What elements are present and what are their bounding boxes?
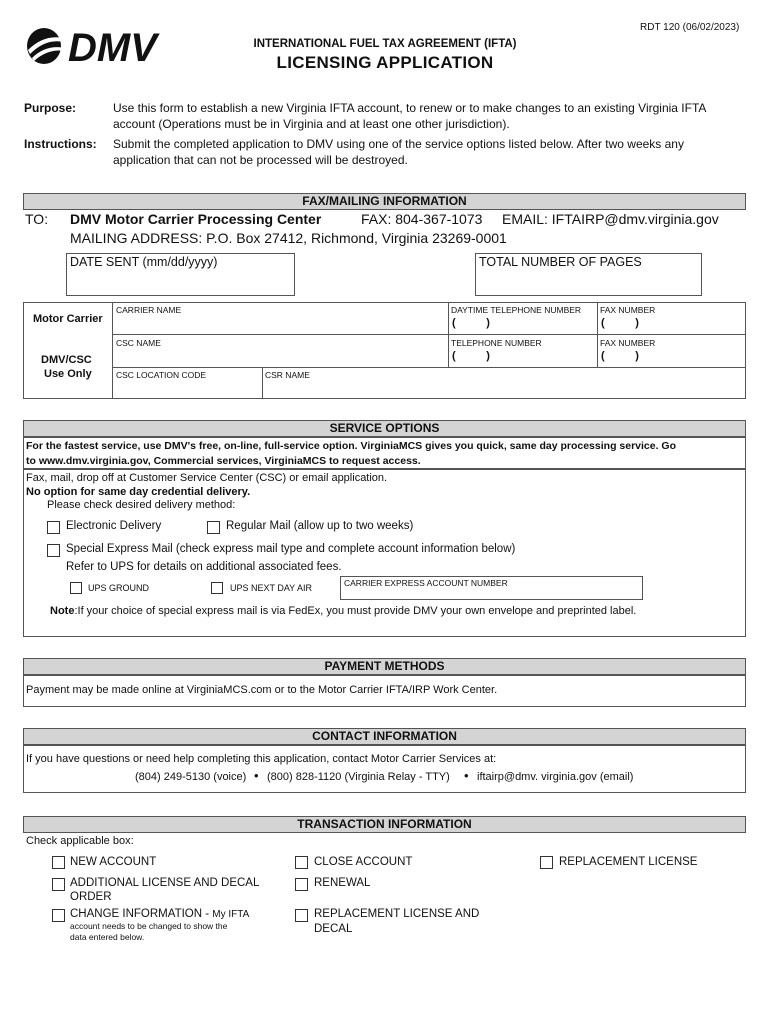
dmv-csc-label: DMV/CSC [41,354,92,366]
email-text: EMAIL: IFTAIRP@dmv.virginia.gov [502,211,719,227]
refer-ups-text: Refer to UPS for details on additional associated fees. [66,561,342,573]
renewal-checkbox[interactable] [295,878,308,891]
mailing-address: MAILING ADDRESS: P.O. Box 27412, Richmond, Virginia 23269-0001 [70,230,507,246]
electronic-delivery-label: Electronic Delivery [66,520,162,532]
change-information-note-1: account needs to be changed to show the [70,921,228,931]
instructions-line-1: Submit the completed application to DMV using one of the service options listed below. After two weeks any [113,137,684,151]
fast-service-line-2: to www.dmv.virginia.gov, Commercial services, VirginiaMCS to request access. [26,455,421,467]
change-information-main: CHANGE INFORMATION - [70,908,213,920]
carrier-name-input[interactable] [113,316,447,333]
processing-center-name: DMV Motor Carrier Processing Center [70,211,322,227]
daytime-phone-label: DAYTIME TELEPHONE NUMBER [451,305,582,315]
contact-information-heading: CONTACT INFORMATION [23,728,746,745]
additional-license-checkbox[interactable] [52,878,65,891]
csr-name-input[interactable] [263,381,745,398]
fax-number-text: FAX: 804-367-1073 [361,211,483,227]
date-sent-label: DATE SENT (mm/dd/yyyy) [70,255,218,269]
transaction-information-heading: TRANSACTION INFORMATION [23,816,746,833]
service-options-heading: SERVICE OPTIONS [23,420,746,437]
telephone-input[interactable]: ( ) [452,350,490,362]
fax-mail-text: Fax, mail, drop off at Customer Service Center (CSC) or email application. [26,472,388,484]
regular-mail-label: Regular Mail (allow up to two weeks) [226,520,414,532]
electronic-delivery-checkbox[interactable] [47,521,60,534]
payment-methods-heading: PAYMENT METHODS [23,658,746,675]
date-sent-field[interactable] [66,253,295,296]
change-information-small: My IFTA [212,909,250,920]
contact-voice: (804) 249-5130 (voice) [135,771,247,783]
fax-number-input[interactable]: ( ) [601,317,639,329]
fax-number-label: FAX NUMBER [600,305,656,315]
use-only-label: Use Only [44,368,92,380]
instructions-label: Instructions: [24,137,97,151]
regular-mail-checkbox[interactable] [207,521,220,534]
replacement-license-decal-label-2: DECAL [314,923,353,935]
new-account-label: NEW ACCOUNT [70,856,157,868]
renewal-label: RENEWAL [314,877,371,889]
contact-relay: (800) 828-1120 (Virginia Relay - TTY) [267,771,450,783]
csc-name-label: CSC NAME [116,338,161,348]
note-label: Note [50,605,75,617]
form-sup-title: INTERNATIONAL FUEL TAX AGREEMENT (IFTA) [253,38,517,50]
change-information-checkbox[interactable] [52,909,65,922]
csc-name-input[interactable] [113,348,447,366]
csc-location-code-input[interactable] [113,381,261,398]
daytime-phone-input[interactable]: ( ) [452,317,490,329]
ups-next-day-label: UPS NEXT DAY AIR [230,583,313,593]
close-account-label: CLOSE ACCOUNT [314,856,413,868]
bullet-icon: • [254,768,259,783]
fax-mailing-heading: FAX/MAILING INFORMATION [23,193,746,210]
replacement-license-decal-checkbox[interactable] [295,909,308,922]
ups-next-day-checkbox[interactable] [211,582,223,594]
ups-ground-checkbox[interactable] [70,582,82,594]
dmv-logo-text: DMV [68,26,157,68]
fedex-note [50,605,636,617]
check-method-text: Please check desired delivery method: [47,499,236,511]
close-account-checkbox[interactable] [295,856,308,869]
carrier-name-label: CARRIER NAME [116,305,182,315]
replacement-license-checkbox[interactable] [540,856,553,869]
carrier-express-account-label: CARRIER EXPRESS ACCOUNT NUMBER [344,578,508,588]
csc-fax-number-input[interactable]: ( ) [601,350,639,362]
note-text: :If your choice of special express mail is via FedEx, you must provide DMV your own envelope and preprinted label. [74,605,637,617]
new-account-checkbox[interactable] [52,856,65,869]
carrier-express-account-field[interactable] [340,576,643,600]
additional-license-label-1: ADDITIONAL LICENSE AND DECAL [70,877,260,889]
bullet-icon: • [464,768,469,783]
purpose-label: Purpose: [24,101,77,115]
fast-service-line-1: For the fastest service, use DMV's free, on-line, full-service option. VirginiaMCS gives you quick, same day processing service. Go [26,440,677,452]
instructions-line-2: application that can not be processed will be destroyed. [113,153,408,167]
csr-name-label: CSR NAME [265,370,310,380]
check-applicable-text: Check applicable box: [26,835,134,847]
replacement-license-label: REPLACEMENT LICENSE [559,856,698,868]
csc-fax-number-label: FAX NUMBER [600,338,656,348]
replacement-license-decal-label-1: REPLACEMENT LICENSE AND [314,908,480,920]
ups-ground-label: UPS GROUND [88,583,150,593]
form-title: LICENSING APPLICATION [276,53,494,72]
purpose-line-1: Use this form to establish a new Virginia IFTA account, to renew or to make changes to an existing Virginia IFTA [113,101,707,115]
special-express-checkbox[interactable] [47,544,60,557]
payment-text: Payment may be made online at VirginiaMCS.com or to the Motor Carrier IFTA/IRP Work Center. [26,684,498,696]
contact-text: If you have questions or need help completing this application, contact Motor Carrier Services at: [26,753,497,765]
special-express-label: Special Express Mail (check express mail type and complete account information below) [66,543,516,555]
change-information-note-2: data entered below. [70,932,145,942]
additional-license-label-2: ORDER [70,891,112,903]
to-label: TO: [25,211,49,227]
telephone-label: TELEPHONE NUMBER [451,338,542,348]
change-information-label [70,908,249,920]
contact-email: iftairp@dmv. virginia.gov (email) [477,771,634,783]
csc-location-code-label: CSC LOCATION CODE [116,370,207,380]
no-option-text: No option for same day credential delivery. [26,486,251,498]
form-code: RDT 120 (06/02/2023) [640,22,740,33]
purpose-line-2: account (Operations must be in Virginia and at least one other jurisdiction). [113,117,510,131]
total-pages-field[interactable] [475,253,702,296]
motor-carrier-label: Motor Carrier [33,313,103,325]
total-pages-label: TOTAL NUMBER OF PAGES [479,255,642,269]
